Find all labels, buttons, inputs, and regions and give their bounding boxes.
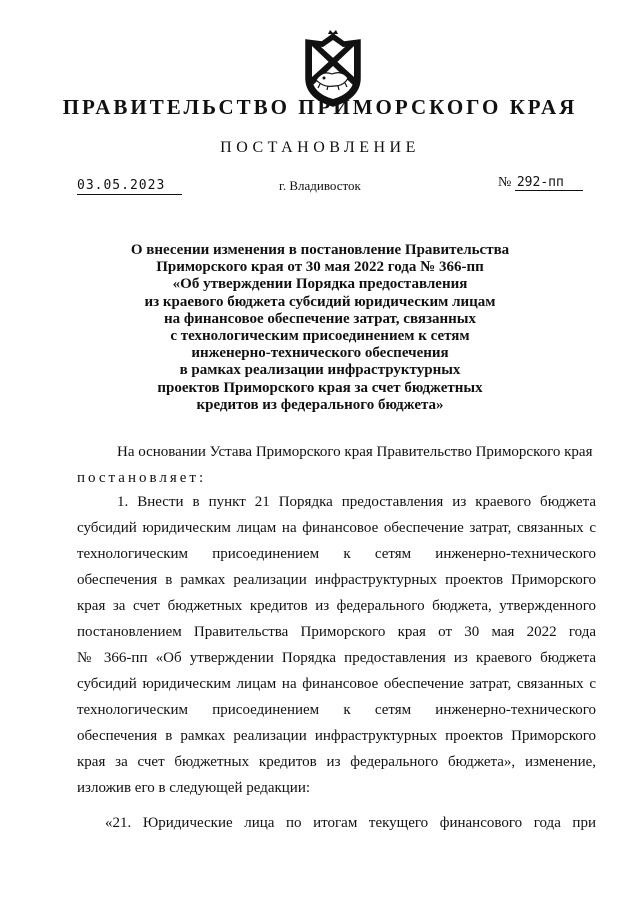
paragraph-line: края за счет бюджетных кредитов из федерального бюджета, утвержденного [77,598,596,614]
number-value: 292-пп [515,175,583,191]
quote-line: «21. Юридические лица по итогам текущего финансового года при [105,815,596,831]
heading-line: «Об утверждении Порядка предоставления [172,276,468,293]
document-date: 03.05.2023 [77,178,182,195]
paragraph-line: технологическим присоединением к сетям инженерно-технического [77,546,596,562]
paragraph-line: субсидий юридическим лицам на финансовое обеспечение затрат, связанных с [77,520,596,536]
heading-line: инженерно-технического обеспечения [191,345,449,362]
resolves-word: постановляет: [77,470,207,486]
heading-line: с технологическим присоединением к сетям [170,328,470,345]
document-type: ПОСТАНОВЛЕНИЕ [220,139,420,156]
paragraph-line: края за счет бюджетных кредитов из федерального бюджета», изменение, [77,754,596,770]
paragraph-line: постановлением Правительства Приморского края от 30 мая 2022 года [77,624,596,640]
paragraph-line: обеспечения в рамках реализации инфраструктурных проектов Приморского [77,572,596,588]
heading-line: на финансовое обеспечение затрат, связанных [163,310,476,327]
intro-line: На основании Устава Приморского края Правительство Приморского края [117,444,593,460]
heading-line: из краевого бюджета субсидий юридическим лицам [144,293,496,310]
government-title: ПРАВИТЕЛЬСТВО ПРИМОРСКОГО КРАЯ [62,95,578,119]
paragraph-line: изложив его в следующей редакции: [77,780,311,796]
paragraph-line: № 366-пп «Об утверждении Порядка предоставления из краевого бюджета [77,650,596,666]
paragraph-line: технологическим присоединением к сетям инженерно-технического [77,702,596,718]
paragraph-line: 1. Внести в пункт 21 Порядка предоставления из краевого бюджета [117,494,596,510]
paragraph-line: обеспечения в рамках реализации инфраструктурных проектов Приморского [77,728,596,744]
paragraph-line: субсидий юридическим лицам на финансовое обеспечение затрат, связанных с [77,676,596,692]
heading-line: в рамках реализации инфраструктурных [179,362,461,379]
heading-line: Приморского края от 30 мая 2022 года № 366-пп [156,259,484,276]
heading-line: проектов Приморского края за счет бюджетных [157,379,483,396]
heading-line: О внесении изменения в постановление Правительства [130,242,510,258]
number-sign: № [498,175,512,190]
document-city: г. Владивосток [279,178,361,193]
document-number [498,175,583,191]
heading-line: кредитов из федерального бюджета» [196,396,444,413]
document-heading [100,242,540,414]
